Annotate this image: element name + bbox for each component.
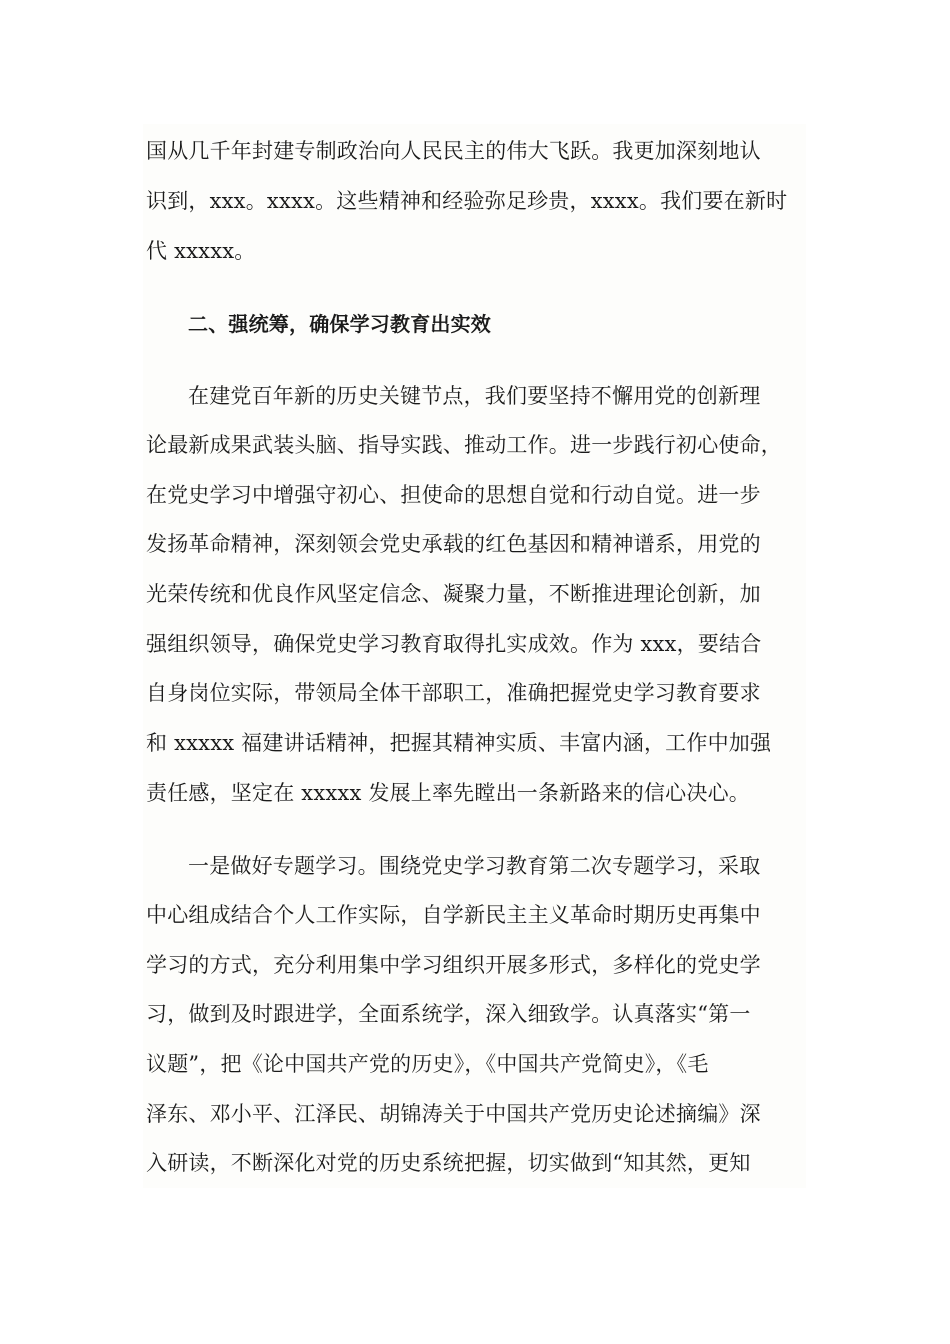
body-line: 泽东、邓小平、江泽民、胡锦涛关于中国共产党历史论述摘编》深 <box>146 1102 761 1126</box>
body-line: 和 xxxxx 福建讲话精神，把握其精神实质、丰富内涵，工作中加强 <box>146 731 772 755</box>
body-line: 中心组成结合个人工作实际，自学新民主主义革命时期历史再集中 <box>146 903 761 927</box>
body-line: 发扬革命精神，深刻领会党史承载的红色基因和精神谱系，用党的 <box>146 532 761 556</box>
body-line: 议题”，把《论中国共产党的历史》，《中国共产党简史》，《毛 <box>146 1052 709 1076</box>
body-line: 习，做到及时跟进学，全面系统学，深入细致学。认真落实“第一 <box>146 1002 751 1026</box>
body-line: 学习的方式，充分利用集中学习组织开展多形式，多样化的党史学 <box>146 953 761 977</box>
body-line: 光荣传统和优良作风坚定信念、凝聚力量，不断推进理论创新，加 <box>146 582 761 606</box>
body-line: 自身岗位实际，带领局全体干部职工，准确把握党史学习教育要求 <box>146 681 761 705</box>
body-line: 论最新成果武装头脑、指导实践、推动工作。进一步践行初心使命， <box>146 433 782 457</box>
section-heading: 二、强统筹，确保学习教育出实效 <box>188 312 491 336</box>
body-line: 在建党百年新的历史关键节点，我们要坚持不懈用党的创新理 <box>188 384 761 408</box>
body-line: 国从几千年封建专制政治向人民民主的伟大飞跃。我更加深刻地认 <box>146 139 761 163</box>
body-line: 代 xxxxx。 <box>146 239 256 263</box>
body-line: 强组织领导，确保党史学习教育取得扎实成效。作为 xxx，要结合 <box>146 632 762 656</box>
body-line: 识到，xxx。xxxx。这些精神和经验弥足珍贵，xxxx。我们要在新时 <box>146 189 788 213</box>
body-line: 在党史学习中增强守初心、担使命的思想自觉和行动自觉。进一步 <box>146 483 761 507</box>
body-line: 一是做好专题学习。围绕党史学习教育第二次专题学习，采取 <box>188 854 761 878</box>
body-line: 责任感，坚定在 xxxxx 发展上率先瞠出一条新路来的信心决心。 <box>146 781 750 805</box>
body-line: 入研读，不断深化对党的历史系统把握，切实做到“知其然，更知 <box>146 1151 751 1175</box>
